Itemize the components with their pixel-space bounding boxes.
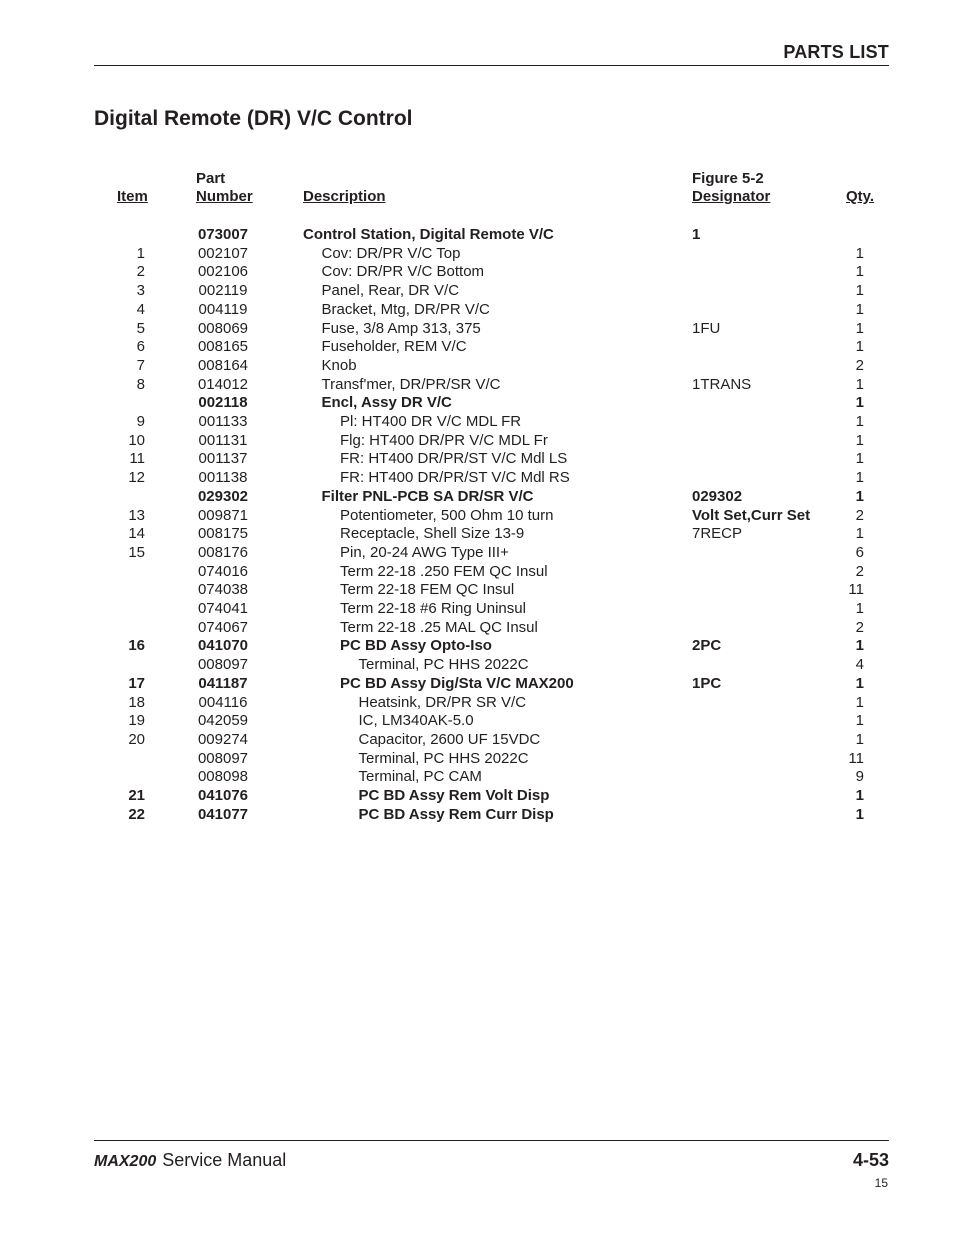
table-row <box>0 263 954 282</box>
cell-desc: Term 22-18 .250 FEM QC Insul <box>340 562 548 580</box>
cell-item: 22 <box>128 805 145 823</box>
cell-qty: 9 <box>855 768 864 786</box>
cell-part: 009871 <box>197 506 249 524</box>
column-label-qty: Qty. <box>846 188 875 205</box>
cell-part: 073007 <box>197 226 249 243</box>
table-row <box>0 376 954 395</box>
page-header <box>94 42 889 66</box>
cell-fig: 2PC <box>692 637 722 655</box>
cell-desc: Term 22-18 .25 MAL QC Insul <box>340 618 538 636</box>
cell-desc: Term 22-18 FEM QC Insul <box>340 581 515 599</box>
cell-part: 002107 <box>197 244 249 262</box>
table-row <box>0 338 954 357</box>
cell-part: 008097 <box>197 749 249 767</box>
cell-desc: PC BD Assy Rem Curr Disp <box>358 805 554 823</box>
cell-desc: Receptacle, Shell Size 13-9 <box>340 525 525 543</box>
table-row <box>0 432 954 451</box>
cell-qty: 1 <box>855 487 864 505</box>
cell-desc: Flg: HT400 DR/PR V/C MDL Fr <box>340 431 548 449</box>
cell-item: 8 <box>136 375 145 393</box>
cell-part: 008098 <box>197 768 249 786</box>
cell-part: 042059 <box>197 712 249 730</box>
table-row <box>0 469 954 488</box>
cell-part: 008175 <box>197 525 249 543</box>
cell-fig: 1 <box>692 226 701 243</box>
column-label-figure: Figure 5-2 <box>692 170 764 187</box>
table-row <box>0 712 954 731</box>
cell-part: 008069 <box>197 319 249 337</box>
cell-qty: 1 <box>855 525 864 543</box>
cell-item: 1 <box>136 244 145 262</box>
cell-desc: FR: HT400 DR/PR/ST V/C Mdl LS <box>340 450 568 468</box>
cell-item: 20 <box>128 730 145 748</box>
cell-part: 008165 <box>197 338 249 356</box>
cell-part: 001133 <box>198 413 248 430</box>
cell-desc: Knob <box>321 356 357 374</box>
cell-item: 10 <box>128 431 145 449</box>
page-title: Digital Remote (DR) V/C Control <box>94 107 413 130</box>
cell-part: 008164 <box>197 356 249 374</box>
column-header-item <box>117 188 148 206</box>
cell-qty: 1 <box>855 431 864 449</box>
table-row <box>0 619 954 638</box>
cell-item: 14 <box>128 525 145 543</box>
cell-desc: Terminal, PC HHS 2022C <box>358 656 529 674</box>
cell-qty: 1 <box>855 637 864 655</box>
sheet-number: 15 <box>874 1176 888 1190</box>
cell-qty: 1 <box>855 450 864 468</box>
cell-item: 9 <box>136 413 145 430</box>
cell-desc: Term 22-18 #6 Ring Uninsul <box>340 600 526 617</box>
table-row <box>0 581 954 600</box>
cell-fig: 1TRANS <box>692 375 752 393</box>
table-row <box>0 226 954 245</box>
cell-desc: Terminal, PC CAM <box>358 768 482 786</box>
footer-manual: Service Manual <box>162 1150 287 1170</box>
cell-part: 001137 <box>198 450 248 468</box>
table-row <box>0 488 954 507</box>
cell-part: 041076 <box>197 787 249 804</box>
cell-fig: 029302 <box>692 487 743 505</box>
column-header-description <box>303 188 386 206</box>
cell-qty: 1 <box>855 338 864 356</box>
cell-desc: Fuse, 3/8 Amp 313, 375 <box>321 319 481 337</box>
table-row <box>0 637 954 656</box>
cell-qty: 1 <box>855 263 864 281</box>
section-title: PARTS LIST <box>783 42 889 62</box>
cell-qty: 1 <box>855 600 864 617</box>
cell-qty: 1 <box>855 730 864 748</box>
cell-part: 074016 <box>197 562 249 580</box>
cell-desc: Encl, Assy DR V/C <box>321 394 452 412</box>
footer-model: MAX200 <box>94 1153 157 1170</box>
cell-item: 17 <box>128 674 145 692</box>
page-number: 4-53 <box>852 1150 889 1170</box>
table-row <box>0 450 954 469</box>
cell-desc: Transf'mer, DR/PR/SR V/C <box>321 375 501 393</box>
cell-qty: 2 <box>855 506 864 524</box>
cell-qty: 1 <box>855 693 864 711</box>
cell-item: 6 <box>136 338 145 356</box>
table-row <box>0 563 954 582</box>
cell-item: 18 <box>128 693 145 711</box>
cell-desc: Cov: DR/PR V/C Top <box>321 244 461 262</box>
cell-item: 2 <box>136 263 145 281</box>
cell-part: 001131 <box>198 431 248 449</box>
table-row <box>0 282 954 301</box>
column-header-qty <box>846 188 874 206</box>
cell-part: 004119 <box>198 300 248 318</box>
cell-part: 029302 <box>197 487 249 505</box>
cell-qty: 1 <box>855 469 864 487</box>
cell-part: 002106 <box>197 263 249 281</box>
table-row <box>0 694 954 713</box>
column-header-designator <box>692 170 770 206</box>
cell-desc: Capacitor, 2600 UF 15VDC <box>358 730 541 748</box>
column-label-description: Description <box>303 188 386 205</box>
column-header-part-number <box>196 170 253 206</box>
cell-item: 13 <box>128 506 145 524</box>
cell-qty: 1 <box>855 282 864 300</box>
cell-desc: Bracket, Mtg, DR/PR V/C <box>321 300 490 318</box>
cell-qty: 1 <box>855 319 864 337</box>
cell-part: 074041 <box>197 600 249 617</box>
table-row <box>0 768 954 787</box>
cell-qty: 11 <box>848 581 864 599</box>
cell-item: 16 <box>128 637 145 655</box>
cell-item: 7 <box>136 356 145 374</box>
cell-part: 008097 <box>197 656 249 674</box>
column-label-designator: Designator <box>692 188 771 205</box>
cell-item: 11 <box>129 450 145 468</box>
cell-fig: 1FU <box>692 319 721 337</box>
cell-part: 041187 <box>198 674 248 692</box>
cell-part: 002119 <box>198 282 248 300</box>
cell-qty: 1 <box>855 413 864 430</box>
cell-part: 002118 <box>198 394 248 412</box>
cell-qty: 1 <box>855 674 864 692</box>
table-row <box>0 675 954 694</box>
cell-part: 074038 <box>197 581 249 599</box>
cell-qty: 6 <box>855 543 864 561</box>
cell-part: 008176 <box>197 543 249 561</box>
cell-desc: Terminal, PC HHS 2022C <box>358 749 529 767</box>
cell-qty: 1 <box>855 244 864 262</box>
cell-fig: 7RECP <box>692 525 743 543</box>
cell-qty: 1 <box>855 394 864 412</box>
cell-desc: Pin, 20-24 AWG Type III+ <box>340 543 509 561</box>
cell-desc: Panel, Rear, DR V/C <box>321 282 460 300</box>
table-row <box>0 245 954 264</box>
cell-part: 004116 <box>198 693 248 711</box>
cell-item: 15 <box>128 543 145 561</box>
table-row <box>0 787 954 806</box>
table-row <box>0 600 954 619</box>
cell-qty: 4 <box>855 656 864 674</box>
cell-desc: Potentiometer, 500 Ohm 10 turn <box>340 506 554 524</box>
cell-qty: 11 <box>848 749 864 767</box>
cell-desc: PC BD Assy Opto-Iso <box>340 637 492 655</box>
table-row <box>0 301 954 320</box>
cell-qty: 1 <box>855 787 864 804</box>
cell-part: 041077 <box>197 805 249 823</box>
cell-desc: IC, LM340AK-5.0 <box>358 712 474 730</box>
cell-qty: 1 <box>855 300 864 318</box>
cell-desc: Pl: HT400 DR V/C MDL FR <box>340 413 522 430</box>
cell-part: 074067 <box>197 618 249 636</box>
cell-fig: 1PC <box>692 674 722 692</box>
footer-divider <box>94 1140 889 1141</box>
cell-part: 009274 <box>197 730 249 748</box>
cell-item: 3 <box>136 282 145 300</box>
cell-desc: FR: HT400 DR/PR/ST V/C Mdl RS <box>340 469 570 487</box>
cell-item: 4 <box>136 300 145 318</box>
cell-desc: Cov: DR/PR V/C Bottom <box>321 263 485 281</box>
column-label-part-number: Number <box>196 188 253 205</box>
cell-desc: PC BD Assy Dig/Sta V/C MAX200 <box>340 674 574 692</box>
footer-manual-title <box>94 1150 286 1171</box>
table-row <box>0 750 954 769</box>
cell-qty: 2 <box>855 562 864 580</box>
cell-desc: Control Station, Digital Remote V/C <box>303 226 554 243</box>
cell-qty: 2 <box>855 618 864 636</box>
table-row <box>0 806 954 825</box>
table-row <box>0 731 954 750</box>
cell-part: 041070 <box>197 637 249 655</box>
table-row <box>0 320 954 339</box>
cell-desc: Fuseholder, REM V/C <box>321 338 467 356</box>
cell-part: 014012 <box>197 375 249 393</box>
cell-desc: PC BD Assy Rem Volt Disp <box>358 787 550 804</box>
cell-qty: 1 <box>855 805 864 823</box>
table-row <box>0 413 954 432</box>
table-row <box>0 544 954 563</box>
cell-desc: Filter PNL-PCB SA DR/SR V/C <box>321 487 534 505</box>
cell-item: 12 <box>128 469 145 487</box>
cell-desc: Heatsink, DR/PR SR V/C <box>358 693 527 711</box>
cell-fig: Volt Set,Curr Set <box>692 506 811 524</box>
cell-part: 001138 <box>198 469 248 487</box>
table-row <box>0 656 954 675</box>
column-label-item: Item <box>117 188 148 205</box>
column-label-part-top: Part <box>196 170 226 187</box>
cell-qty: 2 <box>855 356 864 374</box>
table-row <box>0 357 954 376</box>
table-row <box>0 507 954 526</box>
cell-qty: 1 <box>855 375 864 393</box>
cell-item: 5 <box>136 319 145 337</box>
cell-item: 21 <box>128 787 145 804</box>
table-row <box>0 525 954 544</box>
cell-qty: 1 <box>855 712 864 730</box>
table-row <box>0 394 954 413</box>
cell-item: 19 <box>128 712 145 730</box>
